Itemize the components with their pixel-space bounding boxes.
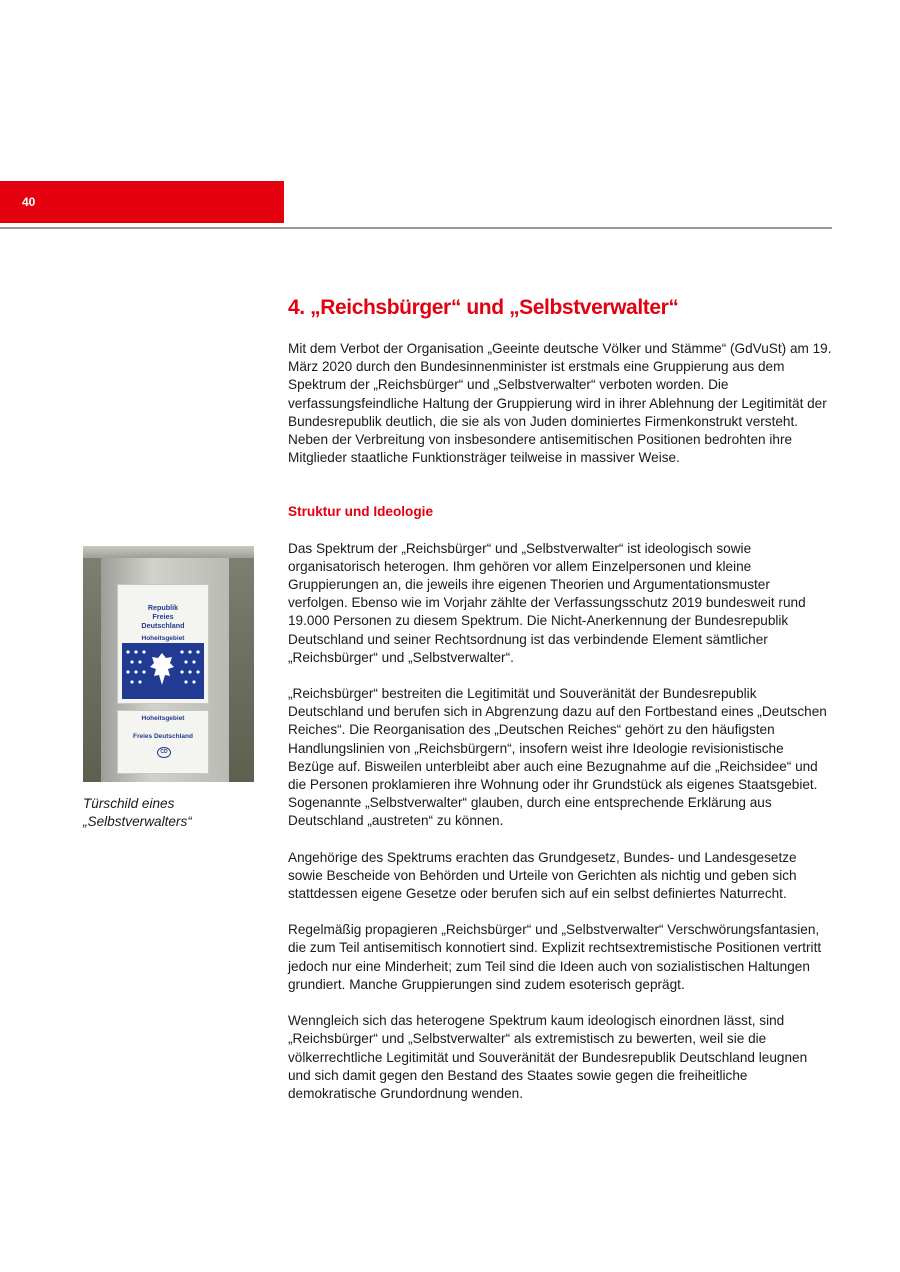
page-number: 40 [22,195,36,209]
sign-line: Freies [152,612,174,621]
photo-sign-bottom [117,710,209,774]
figure-caption: Türschild eines „Selbstverwalters“ [83,796,192,829]
chapter-title: 4. „Reichsbürger“ und „Selbstverwalter“ [288,296,679,319]
photo-sign-top [117,584,209,704]
header-accent-bar [0,181,284,223]
main-content [288,340,833,1121]
sign-line: Deutschland [141,621,185,630]
photo-post-cap [83,546,254,558]
sign-line: Republik [147,603,179,612]
body-paragraph: „Reichsbürger“ bestreiten die Legitimität und Souveränität der Bundesrepublik Deutschland und berufen sich in Abgrenzung dazu auf den Fortbestand eines „Deutschen Reiches“. Die Reorganisation des „Deutschen Reiches“ gehört zu den häufigsten Handlungslinien von „Reichsbürgern“, insofern weist ihre Ideologie revisionistische Bezüge auf. Bisweilen unterbleibt aber auch eine Bezugnahme auf die „Reichsidee“ und die Personen proklamieren ihre Wohnung oder ihr Grundstück als eigenes Staatsgebiet. Sogenannte „Selbstverwalter“ glauben, durch eine entsprechende Erklärung aus Deutschland „austreten“ zu können. [288,686,827,829]
body-paragraph: Das Spektrum der „Reichsbürger“ und „Selbstverwalter“ ist ideologisch sowie organisatorisch heterogen. Ihm gehören vor allem Einzelpersonen und kleine Gruppierungen an, die jeweils ihre eigenen Theorien und Argumentationsmuster verfolgen. Ebenso wie im Vorjahr zählte der Verfassungsschutz 2019 bundesweit rund 19.000 Personen zu diesem Spektrum. Die Nicht-Anerkennung der Bundesrepublik Deutschland und seiner Rechtsordnung ist das verbindende Element sämtlicher „Reichsbürger“ und „Selbstverwalter“. [288,540,806,665]
sign-line: Hoheitsgebiet [141,715,185,722]
star-pattern-icon [124,647,202,695]
intro-paragraph: Mit dem Verbot der Organisation „Geeinte deutsche Völker und Stämme“ (GdVuSt) am 19. März 2020 durch den Bundesinnenminister ist erstmals eine Gruppierung aus dem Spektrum der „Reichsbürger“ und „Selbstverwalter“ verboten worden. Die verfassungsfeindliche Haltung der Gruppierung wird in ihrer Ablehnung der Legitimität der Bundesrepublik deutlich, die sie als von Juden dominiertes Firmenkonstrukt versteht. Neben der Verbreitung von insbesondere antisemitischen Positionen bedrohten ihre Mitglieder staatliche Funktionsträger teilweise in massiver Weise. [288,341,832,466]
door-sign-photo [83,546,254,782]
sign-line: Hoheitsgebiet [141,635,185,642]
sign-line: Freies Deutschland [133,733,193,740]
section-heading: Struktur und Ideologie [288,504,433,520]
body-paragraph: Regelmäßig propagieren „Reichsbürger“ und „Selbstverwalter“ Verschwörungsfantasien, die zum Teil antisemitisch konnotiert sind. Explizit rechtsextremistische Positionen vertritt jedoch nur eine Minderheit; zum Teil sind die Ideen auch von sozialistischen Haltungen grundiert. Manche Gruppierungen sind zudem esoterisch geprägt. [288,922,822,992]
body-paragraph: Wenngleich sich das heterogene Spektrum kaum ideologisch einordnen lässt, sind „Reichsbürger“ und „Selbstverwalter“ als extremistisch zu bewerten, weil sie die völkerrechtliche Legitimität und Souveränität der Bundesrepublik Deutschland leugnen und sich damit gegen den Bestand des Staates sowie gegen die freiheitliche demokratische Grundordnung wenden. [288,1013,808,1101]
body-paragraph: Angehörige des Spektrums erachten das Grundgesetz, Bundes- und Landesgesetze sowie Bescheide von Behörden und Urteile von Gerichten als nichtig und geben sich stattdessen eigene Gesetze oder berufen sich auf ein selbst definiertes Naturrecht. [288,849,797,902]
header-rule [0,227,832,229]
sign-badge: CD [157,747,171,758]
